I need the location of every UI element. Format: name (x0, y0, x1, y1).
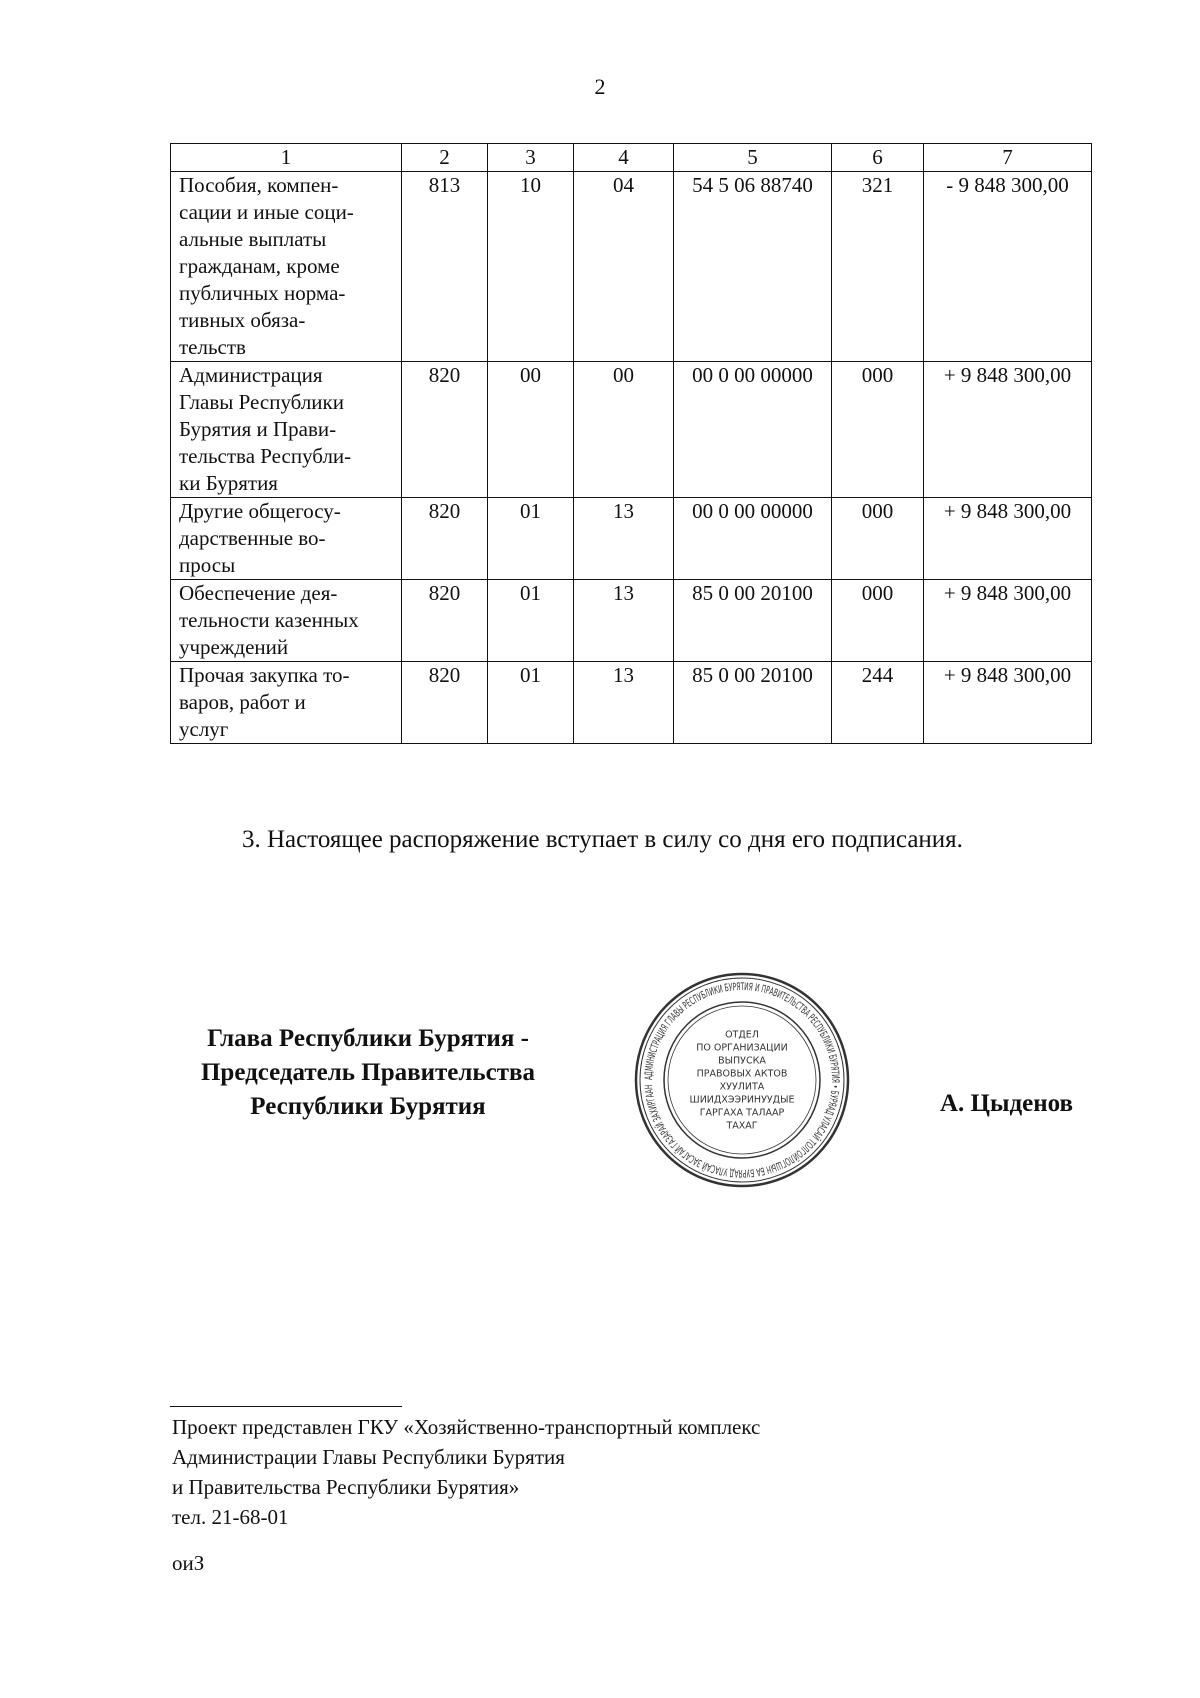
cell: 10 (488, 172, 574, 362)
signatory-title-line: Председатель Правительства (200, 1059, 536, 1086)
row-name-line: Главы Республики (179, 390, 344, 414)
column-header: 3 (488, 144, 574, 172)
cell: 00 0 00 00000 (674, 498, 832, 580)
seal-center-line: ОТДЕЛ (725, 1029, 759, 1041)
footnote-separator (170, 1406, 402, 1407)
cell: 000 (832, 580, 924, 662)
row-name-line: тивных обяза- (179, 308, 306, 332)
clause-3: 3. Настоящее распоряжение вступает в силу со дня его подписания. (242, 826, 963, 853)
row-name-line: Прочая закупка то- (179, 663, 350, 687)
row-name-cell (171, 580, 402, 662)
cell: 000 (832, 362, 924, 498)
signatory-title-line: Глава Республики Бурятия - (207, 1025, 529, 1052)
table-row (171, 498, 1092, 580)
row-name-line: учреждений (179, 635, 289, 659)
row-name-line: гражданам, кроме (179, 254, 340, 278)
footnote-line: и Правительства Республики Бурятия» (172, 1475, 520, 1499)
footnote (172, 1412, 760, 1532)
document-code: оиЗ (172, 1551, 205, 1575)
row-name-line: тельности казенных (179, 608, 359, 632)
cell: 04 (574, 172, 674, 362)
row-name-line: Администрация (179, 363, 323, 387)
cell: 820 (402, 362, 488, 498)
row-name-line: услуг (179, 717, 229, 741)
row-name-line: Бурятия и Прави- (179, 417, 337, 441)
cell: 813 (402, 172, 488, 362)
svg-text:АДМИНИСТРАЦИЯ ГЛАВЫ РЕСПУБЛИКИ (643, 981, 841, 1179)
table-row (171, 580, 1092, 662)
cell: 13 (574, 580, 674, 662)
footnote-line: тел. 21-68-01 (172, 1505, 289, 1529)
cell: 01 (488, 498, 574, 580)
seal-center-line: ПРАВОВЫХ АКТОВ (696, 1068, 788, 1080)
budget-changes-table (170, 143, 1092, 744)
row-name-cell (171, 362, 402, 498)
row-name-line: альные выплаты (179, 227, 327, 251)
row-name-line: просы (179, 553, 236, 577)
seal-center-line: ГАРГАХА ТАЛААР (699, 1107, 785, 1119)
cell: 01 (488, 662, 574, 744)
column-header: 2 (402, 144, 488, 172)
amount-cell: + 9 848 300,00 (924, 362, 1092, 498)
cell: 54 5 06 88740 (674, 172, 832, 362)
cell: 85 0 00 20100 (674, 662, 832, 744)
column-header: 5 (674, 144, 832, 172)
signatory-name: А. Цыденов (940, 1090, 1074, 1117)
row-name-line: Другие общегосу- (179, 499, 341, 523)
row-name-line: варов, работ и (179, 690, 306, 714)
column-header: 4 (574, 144, 674, 172)
table-row (171, 172, 1092, 362)
row-name-cell (171, 172, 402, 362)
page-number: 2 (594, 74, 606, 99)
row-name-line: сации и иные соци- (179, 200, 354, 224)
seal-center-line: ШИИДХЭЭРИНУУДЫЕ (689, 1094, 795, 1106)
signatory-title (170, 1022, 566, 1124)
row-name-line: Обеспечение дея- (179, 581, 338, 605)
seal-center-line: ПО ОРГАНИЗАЦИИ (696, 1042, 788, 1054)
signatory-title-line: Республики Бурятия (250, 1093, 486, 1120)
row-name-line: тельств (179, 335, 246, 359)
cell: 85 0 00 20100 (674, 580, 832, 662)
seal-center-line: ТАХАГ (726, 1120, 758, 1132)
cell: 820 (402, 580, 488, 662)
amount-cell: + 9 848 300,00 (924, 498, 1092, 580)
column-header: 7 (924, 144, 1092, 172)
row-name-line: ки Бурятия (179, 471, 278, 495)
seal-center-line: ХУУЛИТА (719, 1081, 765, 1093)
cell: 00 (488, 362, 574, 498)
amount-cell: + 9 848 300,00 (924, 662, 1092, 744)
official-seal (632, 970, 852, 1190)
seal-center-line: ВЫПУСКА (718, 1055, 766, 1067)
footnote-line: Администрации Главы Республики Бурятия (172, 1445, 565, 1469)
cell: 820 (402, 498, 488, 580)
table-row (171, 662, 1092, 744)
cell: 01 (488, 580, 574, 662)
amount-cell: - 9 848 300,00 (924, 172, 1092, 362)
cell: 820 (402, 662, 488, 744)
cell: 00 (574, 362, 674, 498)
row-name-line: Пособия, компен- (179, 173, 339, 197)
footnote-line: Проект представлен ГКУ «Хозяйственно-транспортный комплекс (172, 1415, 761, 1439)
column-header: 1 (171, 144, 402, 172)
row-name-line: тельства Республи- (179, 444, 352, 468)
cell: 00 0 00 00000 (674, 362, 832, 498)
cell: 000 (832, 498, 924, 580)
table-row (171, 362, 1092, 498)
cell: 321 (832, 172, 924, 362)
row-name-line: дарственные во- (179, 526, 326, 550)
cell: 13 (574, 662, 674, 744)
row-name-cell (171, 662, 402, 744)
column-header: 6 (832, 144, 924, 172)
seal-outer-text: АДМИНИСТРАЦИЯ ГЛАВЫ РЕСПУБЛИКИ БУРЯТИЯ И ПРАВИТЕЛЬСТВА РЕСПУБЛИКИ БУРЯТИЯ • БУРЯАД УЛАСАЙ ТОЛГОЙЛОГШЫН БА БУРЯАД УЛАСАЙ ЗАСАГАЙ ГАЗАРАЙ ЗАХИРГААН (642, 980, 842, 1180)
cell: 244 (832, 662, 924, 744)
amount-cell: + 9 848 300,00 (924, 580, 1092, 662)
row-name-cell (171, 498, 402, 580)
cell: 13 (574, 498, 674, 580)
table-header-row (171, 144, 1092, 172)
row-name-line: публичных норма- (179, 281, 346, 305)
